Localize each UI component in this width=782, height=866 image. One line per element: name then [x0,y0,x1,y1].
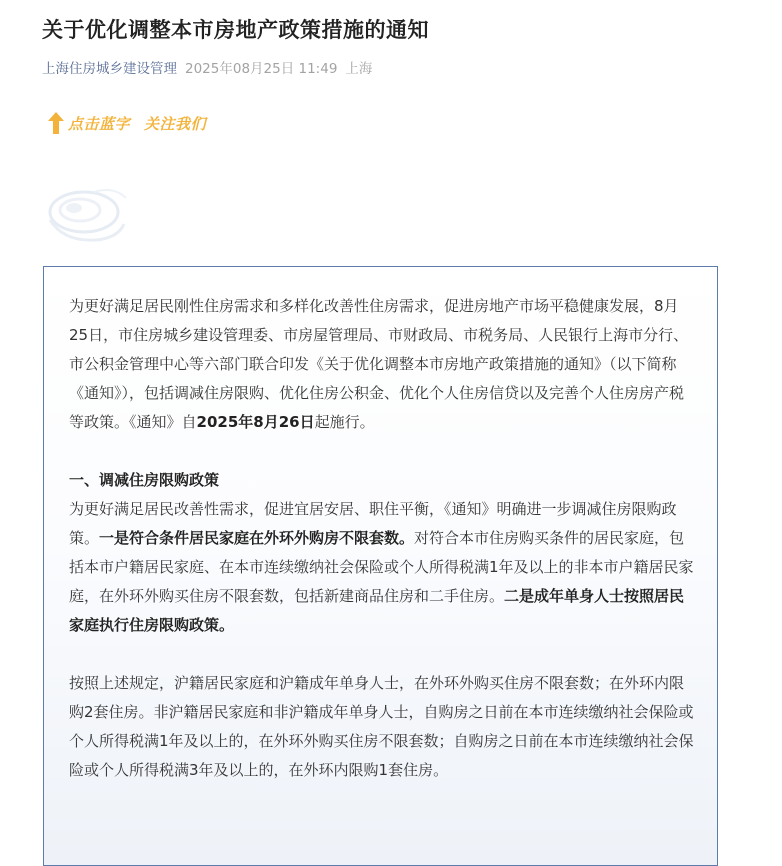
article-body [69,292,697,785]
paragraph-intro: 为更好满足居民刚性住房需求和多样化改善性住房需求，促进房地产市场平稳健康发展，8月25日，市住房城乡建设管理委、市房屋管理局、市财政局、市税务局、人民银行上海市分行、市公积金管理中心等六部门联合印发《关于优化调整本市房地产政策措施的通知》（以下简称《通知》），包括调减住房限购、优化住房公积金、优化个人住房信贷以及完善个人住房房产税等政策。《通知》自2025年8月26日起施行。 [69,297,689,431]
section-heading: 一、调减住房限购政策 [69,471,220,489]
policy-point-one: 一是符合条件居民家庭在外环外购房不限套数。 [99,529,415,547]
arrow-up-icon [48,112,64,134]
account-name-link[interactable]: 上海住房城乡建设管理 [42,61,177,77]
article-meta [42,60,372,78]
content-card [43,266,718,866]
follow-text-click: 点击蓝字 [68,114,131,133]
follow-banner[interactable] [48,112,206,134]
paragraph-policy: 为更好满足居民改善性需求，促进宜居安居、职住平衡，《通知》明确进一步调减住房限购政策。一是符合条件居民家庭在外环外购房不限套数。对符合本市住房购买条件的居民家庭，包括本市户籍居民家庭、在本市连续缴纳社会保险或个人所得税满1年及以上的非本市户籍居民家庭，在外环外购买住房不限套数，包括新建商品住房和二手住房。二是成年单身人士按照居民家庭执行住房限购政策。 [69,500,694,634]
publish-location: 上海 [345,61,373,77]
decorative-swirl-icon [44,180,130,250]
effective-date: 2025年8月26日 [196,413,315,431]
article-title: 关于优化调整本市房地产政策措施的通知 [42,18,429,42]
policy-point-two: 二是成年单身人士按照居民家庭执行住房限购政策。 [69,587,685,634]
paragraph-rules: 按照上述规定，沪籍居民家庭和沪籍成年单身人士，在外环外购买住房不限套数；在外环内限购2套住房。非沪籍居民家庭和非沪籍成年单身人士，自购房之日前在本市连续缴纳社会保险或个人所得税满1年及以上的，在外环外购买住房不限套数；自购房之日前在本市连续缴纳社会保险或个人所得税满3年及以上的，在外环内限购1套住房。 [69,674,694,779]
publish-date: 2025年08月25日 11:49 [185,61,338,77]
follow-text-follow: 关注我们 [144,114,207,133]
